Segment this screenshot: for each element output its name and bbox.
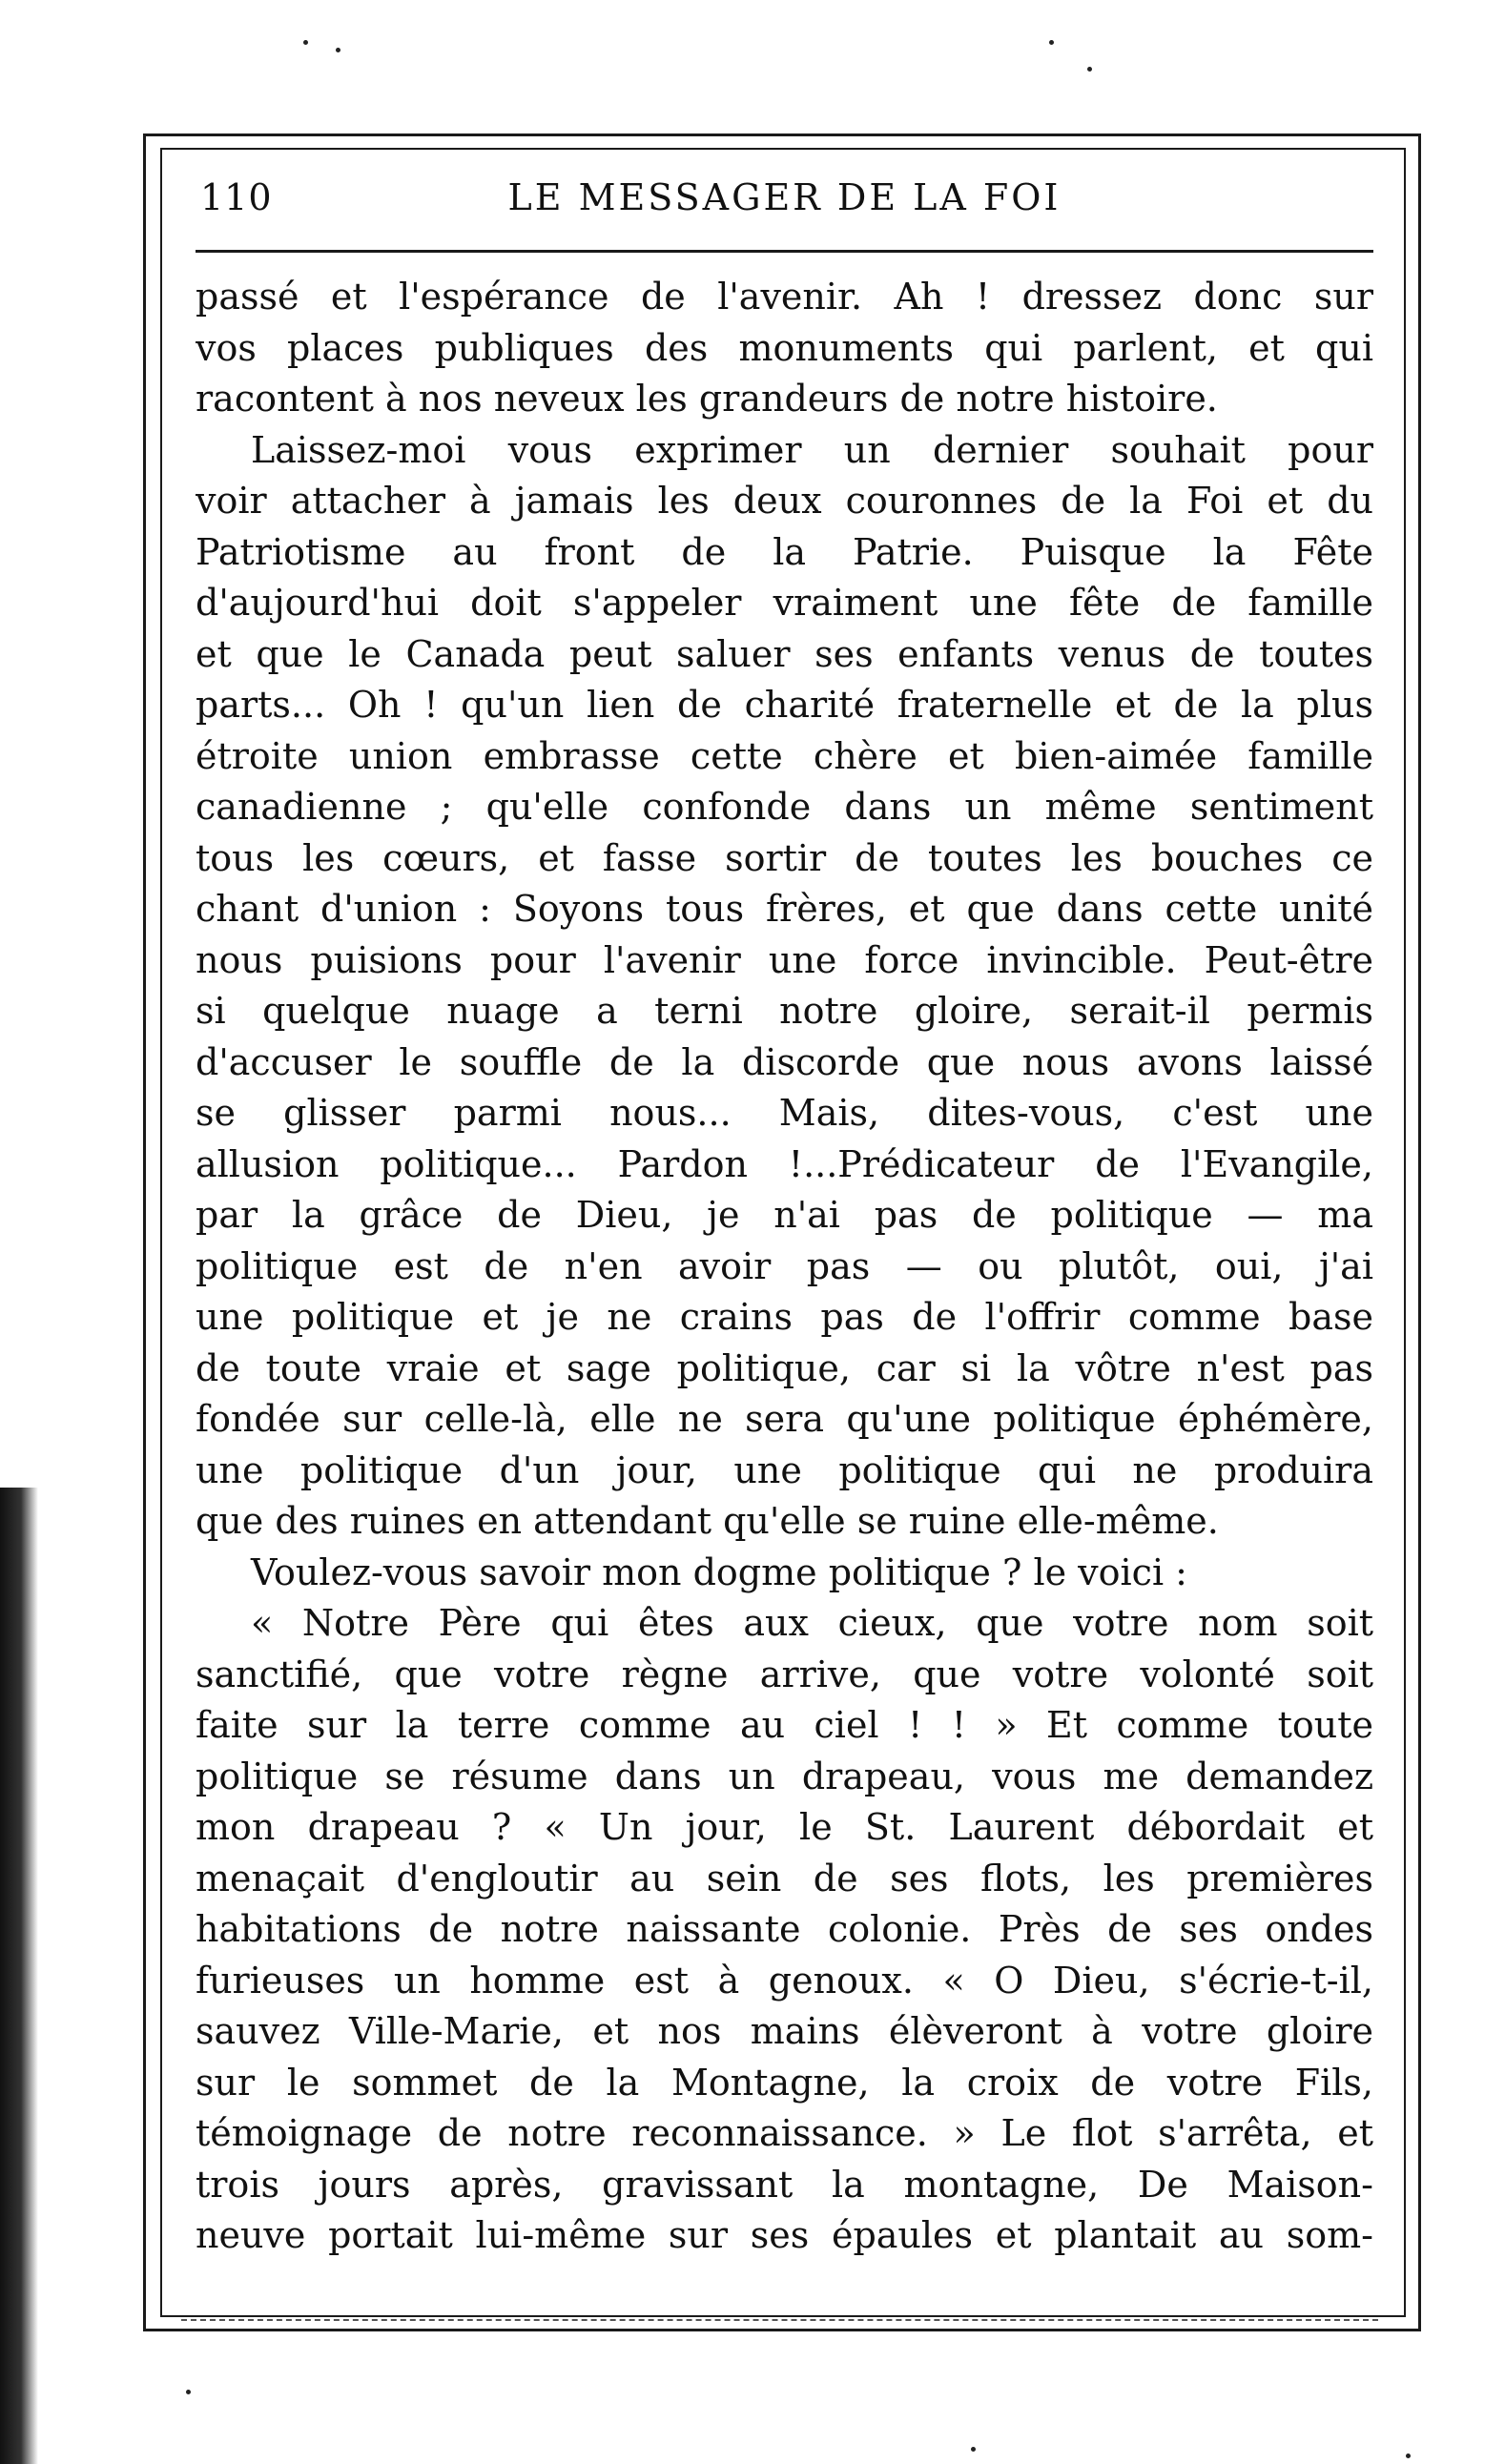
- text-line: Laissez-moi vous exprimer un dernier souhait pour: [251, 428, 1373, 471]
- text-line: mon drapeau ? « Un jour, le St. Laurent débordait et: [196, 1806, 1373, 1848]
- text-line: témoignage de notre reconnaissance. » Le flot s'arrêta, et: [196, 2112, 1373, 2154]
- text-line: que des ruines en attendant qu'elle se ruine elle-même.: [196, 1500, 1219, 1542]
- text-line: et que le Canada peut saluer ses enfants venus de toutes: [196, 632, 1373, 675]
- text-line: sauvez Ville-Marie, et nos mains élèveront à votre gloire: [196, 2010, 1373, 2052]
- text-line: trois jours après, gravissant la montagne, De Maison-: [196, 2163, 1373, 2206]
- text-line: nous puisions pour l'avenir une force invincible. Peut-être: [196, 938, 1373, 981]
- text-line: par la grâce de Dieu, je n'ai pas de politique — ma: [196, 1194, 1373, 1236]
- text-line: Voulez-vous savoir mon dogme politique ? le voici :: [251, 1550, 1187, 1593]
- text-line: passé et l'espérance de l'avenir. Ah ! dressez donc sur: [196, 276, 1373, 318]
- page-number: 110: [200, 176, 273, 218]
- ink-speck: [303, 40, 308, 45]
- ink-speck: [186, 2390, 191, 2394]
- ink-speck: [336, 48, 340, 52]
- book-page-edge: [0, 1488, 38, 2464]
- text-line: une politique d'un jour, une politique qui ne produira: [196, 1448, 1373, 1491]
- body-text: [196, 272, 1373, 2262]
- page-header: [200, 176, 1369, 253]
- text-line: allusion politique... Pardon !...Prédicateur de l'Evangile,: [196, 1142, 1373, 1185]
- ink-speck: [1087, 67, 1092, 72]
- text-line: politique se résume dans un drapeau, vous me demandez: [196, 1755, 1373, 1797]
- text-line: une politique et je ne crains pas de l'offrir comme base: [196, 1296, 1373, 1338]
- text-line: si quelque nuage a terni notre gloire, serait-il permis: [196, 990, 1373, 1032]
- text-line: sur le sommet de la Montagne, la croix de votre Fils,: [196, 2061, 1373, 2104]
- text-line: Patriotisme au front de la Patrie. Puisque la Fête: [196, 530, 1373, 573]
- text-line: voir attacher à jamais les deux couronnes de la Foi et du: [196, 480, 1373, 522]
- header-rule: [196, 250, 1373, 253]
- text-line: faite sur la terre comme au ciel ! ! » Et comme toute: [196, 1704, 1373, 1746]
- text-line: d'accuser le souffle de la discorde que nous avons laissé: [196, 1040, 1373, 1083]
- ink-speck: [971, 2447, 976, 2452]
- ink-speck: [1406, 2454, 1411, 2458]
- text-line: canadienne ; qu'elle confonde dans un même sentiment: [196, 786, 1373, 828]
- text-line: habitations de notre naissante colonie. Près de ses ondes: [196, 1908, 1373, 1950]
- text-line: étroite union embrasse cette chère et bien-aimée famille: [196, 734, 1373, 777]
- text-line: politique est de n'en avoir pas — ou plutôt, oui, j'ai: [196, 1244, 1373, 1287]
- text-line: vos places publiques des monuments qui parlent, et qui: [196, 326, 1373, 369]
- text-line: chant d'union : Soyons tous frères, et que dans cette unité: [196, 888, 1373, 930]
- footer-rule: [181, 2319, 1378, 2321]
- text-line: d'aujourd'hui doit s'appeler vraiment une fête de famille: [196, 582, 1373, 624]
- text-line: tous les cœurs, et fasse sortir de toutes les bouches ce: [196, 836, 1373, 879]
- text-line: se glisser parmi nous... Mais, dites-vous, c'est une: [196, 1092, 1373, 1134]
- ink-speck: [1049, 40, 1054, 45]
- text-line: menaçait d'engloutir au sein de ses flots, les premières: [196, 1857, 1373, 1899]
- text-line: racontent à nos neveux les grandeurs de notre histoire.: [196, 378, 1218, 420]
- text-line: neuve portait lui-même sur ses épaules et plantait au som-: [196, 2214, 1373, 2256]
- running-title: LE MESSAGER DE LA FOI: [507, 176, 1062, 218]
- text-line: sanctifié, que votre règne arrive, que votre volonté soit: [196, 1653, 1373, 1695]
- text-line: fondée sur celle-là, elle ne sera qu'une politique éphémère,: [196, 1398, 1373, 1440]
- text-line: furieuses un homme est à genoux. « O Dieu, s'écrie-t-il,: [196, 1959, 1373, 2002]
- text-line: de toute vraie et sage politique, car si la vôtre n'est pas: [196, 1346, 1373, 1389]
- text-line: parts... Oh ! qu'un lien de charité fraternelle et de la plus: [196, 684, 1373, 726]
- text-line: « Notre Père qui êtes aux cieux, que votre nom soit: [251, 1602, 1373, 1644]
